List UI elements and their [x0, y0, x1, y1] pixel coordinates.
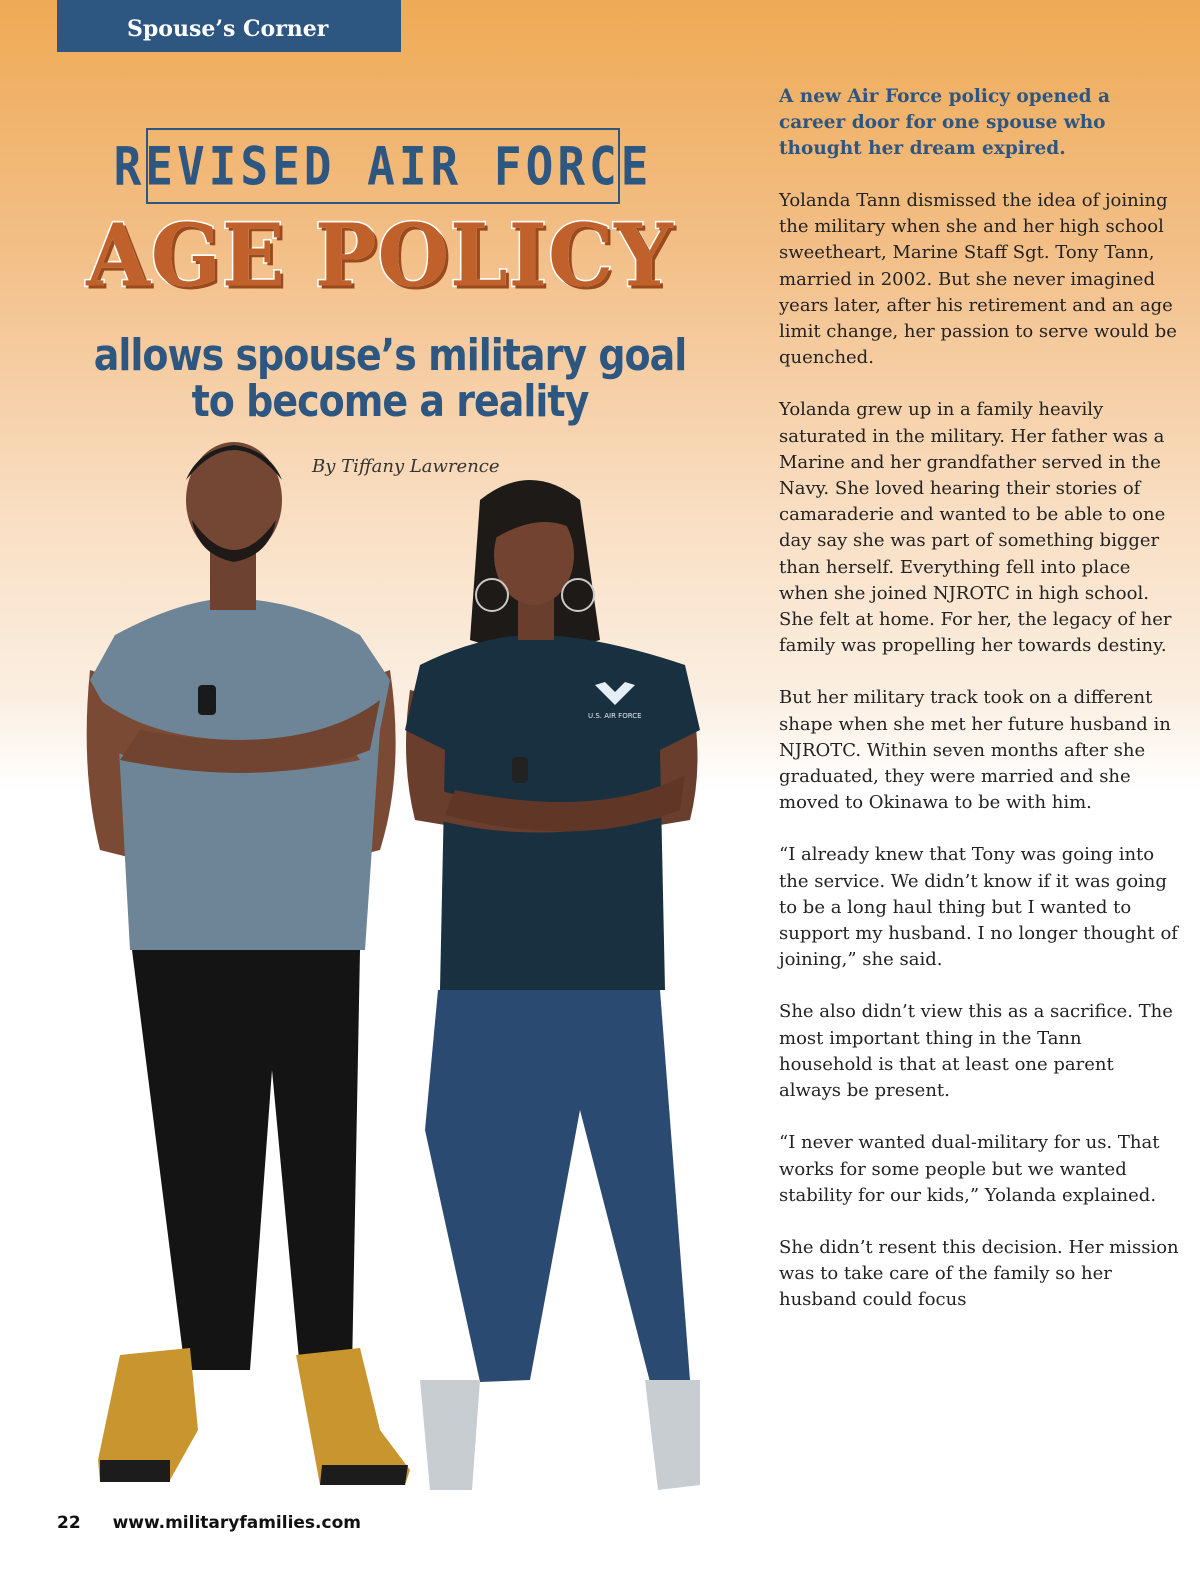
- shirt-logo-text: U.S. AIR FORCE: [588, 712, 642, 720]
- woman-figure: [405, 480, 700, 1490]
- lede: A new Air Force policy opened a career door for one spouse who thought her dream expired.: [779, 86, 1111, 159]
- page-footer: [57, 1513, 361, 1533]
- paragraph: She didn’t resent this decision. Her mission was to take care of the family so her husband could focus: [779, 1236, 1179, 1311]
- paragraph: She also didn’t view this as a sacrifice. The most important thing in the Tann household is that at least one parent always be present.: [779, 1001, 1173, 1102]
- page-number: 22: [57, 1513, 81, 1533]
- kicker-box: [113, 128, 653, 204]
- man-figure: [87, 442, 410, 1485]
- subhead: [70, 329, 710, 427]
- paragraph: “I never wanted dual-military for us. That works for some people but we wanted stability for our kids,” Yolanda explained.: [779, 1132, 1160, 1206]
- article-body: [779, 188, 1179, 1340]
- couple-photo: [60, 430, 760, 1500]
- subhead-line-2: to become a reality: [191, 375, 589, 427]
- paragraph: Yolanda grew up in a family heavily saturated in the military. Her father was a Marine and her grandfather served in the Navy. She loved hearing their stories of camaraderie and wanted to be able to one day say she was part of something bigger than herself. Everything fell into place when she joined NJROTC in high school. She felt at home. For her, the legacy of her family was propelling her towards destiny.: [779, 399, 1172, 657]
- paragraph: “I already knew that Tony was going into the service. We didn’t know if it was going to be a long haul thing but I wanted to support my husband. I no longer thought of joining,” she said.: [779, 844, 1178, 971]
- paragraph: But her military track took on a different shape when she met her future husband in NJROTC. Within seven months after she graduated, they were married and she moved to Okinawa to be with him.: [779, 687, 1171, 814]
- headline: AGE POLICY: [86, 205, 674, 307]
- byline: By Tiffany Lawrence: [312, 456, 500, 477]
- footer-url[interactable]: www.militaryfamilies.com: [112, 1513, 361, 1533]
- paragraph: Yolanda Tann dismissed the idea of joining the military when she and her high school sweetheart, Marine Staff Sgt. Tony Tann, married in 2002. But she never imagined years later, after his retirement and an age limit change, her passion to serve would be quenched.: [779, 190, 1177, 369]
- kicker-title: REVISED AIR FORCE: [113, 134, 653, 198]
- section-tab: [57, 0, 401, 52]
- subhead-line-1: allows spouse’s military goal: [93, 329, 687, 381]
- section-label: Spouse’s Corner: [127, 16, 329, 42]
